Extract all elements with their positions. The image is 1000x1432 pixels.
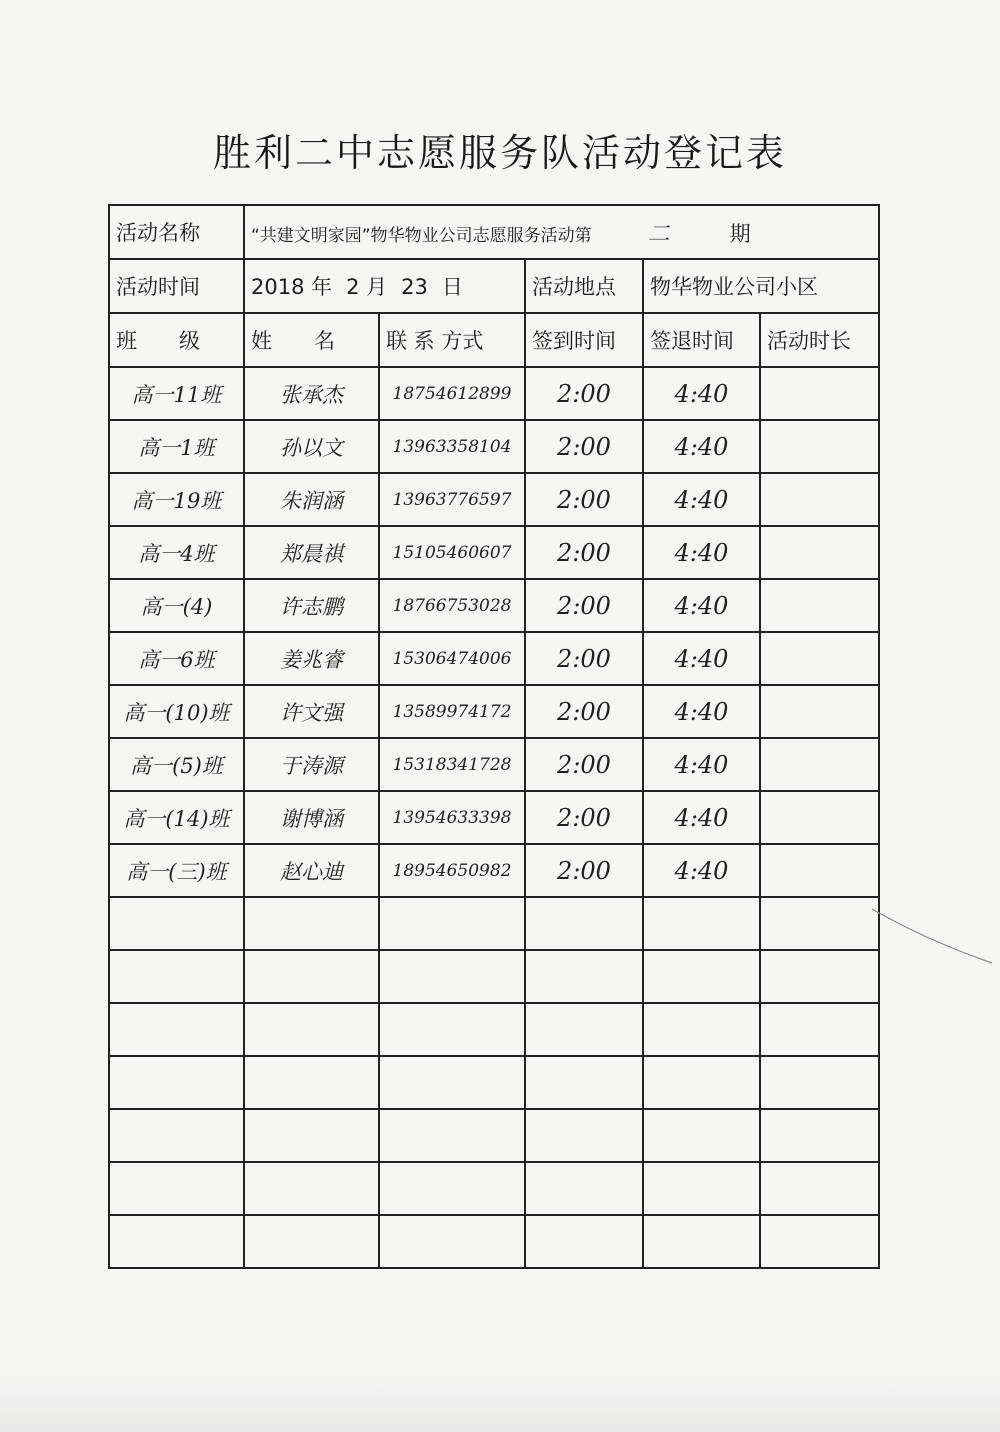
row-class: 高一4班 [109,526,244,579]
table-row [109,579,879,632]
table-row [109,420,879,473]
row-phone: 13954633398 [379,791,525,844]
row-class: 高一11班 [109,367,244,420]
row-class: 高一(三)班 [109,844,244,897]
row-class: 高一(14)班 [109,791,244,844]
row-signout: 4:40 [643,526,760,579]
table-row [109,367,879,420]
row-class: 高一19班 [109,473,244,526]
table-row [109,791,879,844]
activity-period-value: 二 [647,221,670,247]
activity-name-label: 活动名称 [109,205,244,259]
activity-name-value: “共建文明家园”物华物业公司志愿服务活动第 [251,225,592,246]
activity-day: 23 [401,275,428,299]
row-name: 谢博涵 [244,791,379,844]
row-class: 高一(4) [109,579,244,632]
activity-place-label: 活动地点 [525,259,643,313]
activity-day-suffix: 日 [441,275,463,299]
row-duration [760,738,879,791]
row-duration [760,367,879,420]
pen-stroke-mark [870,905,995,975]
row-duration [760,579,879,632]
row-name: 许志鹏 [244,579,379,632]
activity-name-cell [244,205,879,259]
registration-table [108,204,880,1269]
row-duration [760,791,879,844]
table-row [109,473,879,526]
row-class: 高一1班 [109,420,244,473]
activity-period-suffix: 期 [729,221,751,246]
row-signin: 2:00 [525,791,643,844]
row-phone: 13963358104 [379,420,525,473]
row-name: 郑晨祺 [244,526,379,579]
row-signin: 2:00 [525,420,643,473]
row-duration [760,844,879,897]
row-phone: 13589974172 [379,685,525,738]
row-duration [760,685,879,738]
row-phone: 18754612899 [379,367,525,420]
empty-row [109,897,879,950]
row-phone: 18954650982 [379,844,525,897]
table-row [109,632,879,685]
header-contact: 联 系 方式 [379,313,525,367]
row-signin: 2:00 [525,367,643,420]
header-name: 姓 名 [244,313,379,367]
header-class: 班 级 [109,313,244,367]
activity-time-label: 活动时间 [109,259,244,313]
empty-row [109,1162,879,1215]
row-signin: 2:00 [525,685,643,738]
row-signout: 4:40 [643,738,760,791]
row-phone: 15105460607 [379,526,525,579]
row-name: 赵心迪 [244,844,379,897]
header-signout: 签退时间 [643,313,760,367]
row-class: 高一(10)班 [109,685,244,738]
row-signout: 4:40 [643,844,760,897]
row-signout: 4:40 [643,473,760,526]
row-signin: 2:00 [525,579,643,632]
header-signin: 签到时间 [525,313,643,367]
activity-year: 2018 年 [251,275,333,299]
row-signin: 2:00 [525,473,643,526]
row-signout: 4:40 [643,367,760,420]
row-signout: 4:40 [643,420,760,473]
activity-time-cell [244,259,525,313]
empty-row [109,1003,879,1056]
row-phone: 18766753028 [379,579,525,632]
row-name: 姜兆睿 [244,632,379,685]
activity-place-value: 物华物业公司小区 [643,259,879,313]
table-row [109,526,879,579]
row-name: 朱润涵 [244,473,379,526]
row-phone: 15306474006 [379,632,525,685]
row-duration [760,473,879,526]
empty-row [109,1109,879,1162]
form-title: 胜利二中志愿服务队活动登记表 [212,131,787,175]
empty-row [109,1056,879,1109]
table-row [109,685,879,738]
empty-row [109,1215,879,1268]
row-signin: 2:00 [525,738,643,791]
activity-month: 2 月 [346,275,388,299]
row-signin: 2:00 [525,526,643,579]
row-signout: 4:40 [643,632,760,685]
row-signout: 4:40 [643,579,760,632]
table-row [109,738,879,791]
table-row [109,844,879,897]
empty-row [109,950,879,1003]
row-class: 高一6班 [109,632,244,685]
row-name: 孙以文 [244,420,379,473]
row-duration [760,526,879,579]
row-signin: 2:00 [525,844,643,897]
row-duration [760,420,879,473]
row-phone: 15318341728 [379,738,525,791]
row-name: 许文强 [244,685,379,738]
row-signout: 4:40 [643,791,760,844]
scan-noise [0,1372,1000,1432]
row-phone: 13963776597 [379,473,525,526]
row-signout: 4:40 [643,685,760,738]
row-name: 于涛源 [244,738,379,791]
row-duration [760,632,879,685]
row-signin: 2:00 [525,632,643,685]
header-duration: 活动时长 [760,313,879,367]
row-class: 高一(5)班 [109,738,244,791]
row-name: 张承杰 [244,367,379,420]
